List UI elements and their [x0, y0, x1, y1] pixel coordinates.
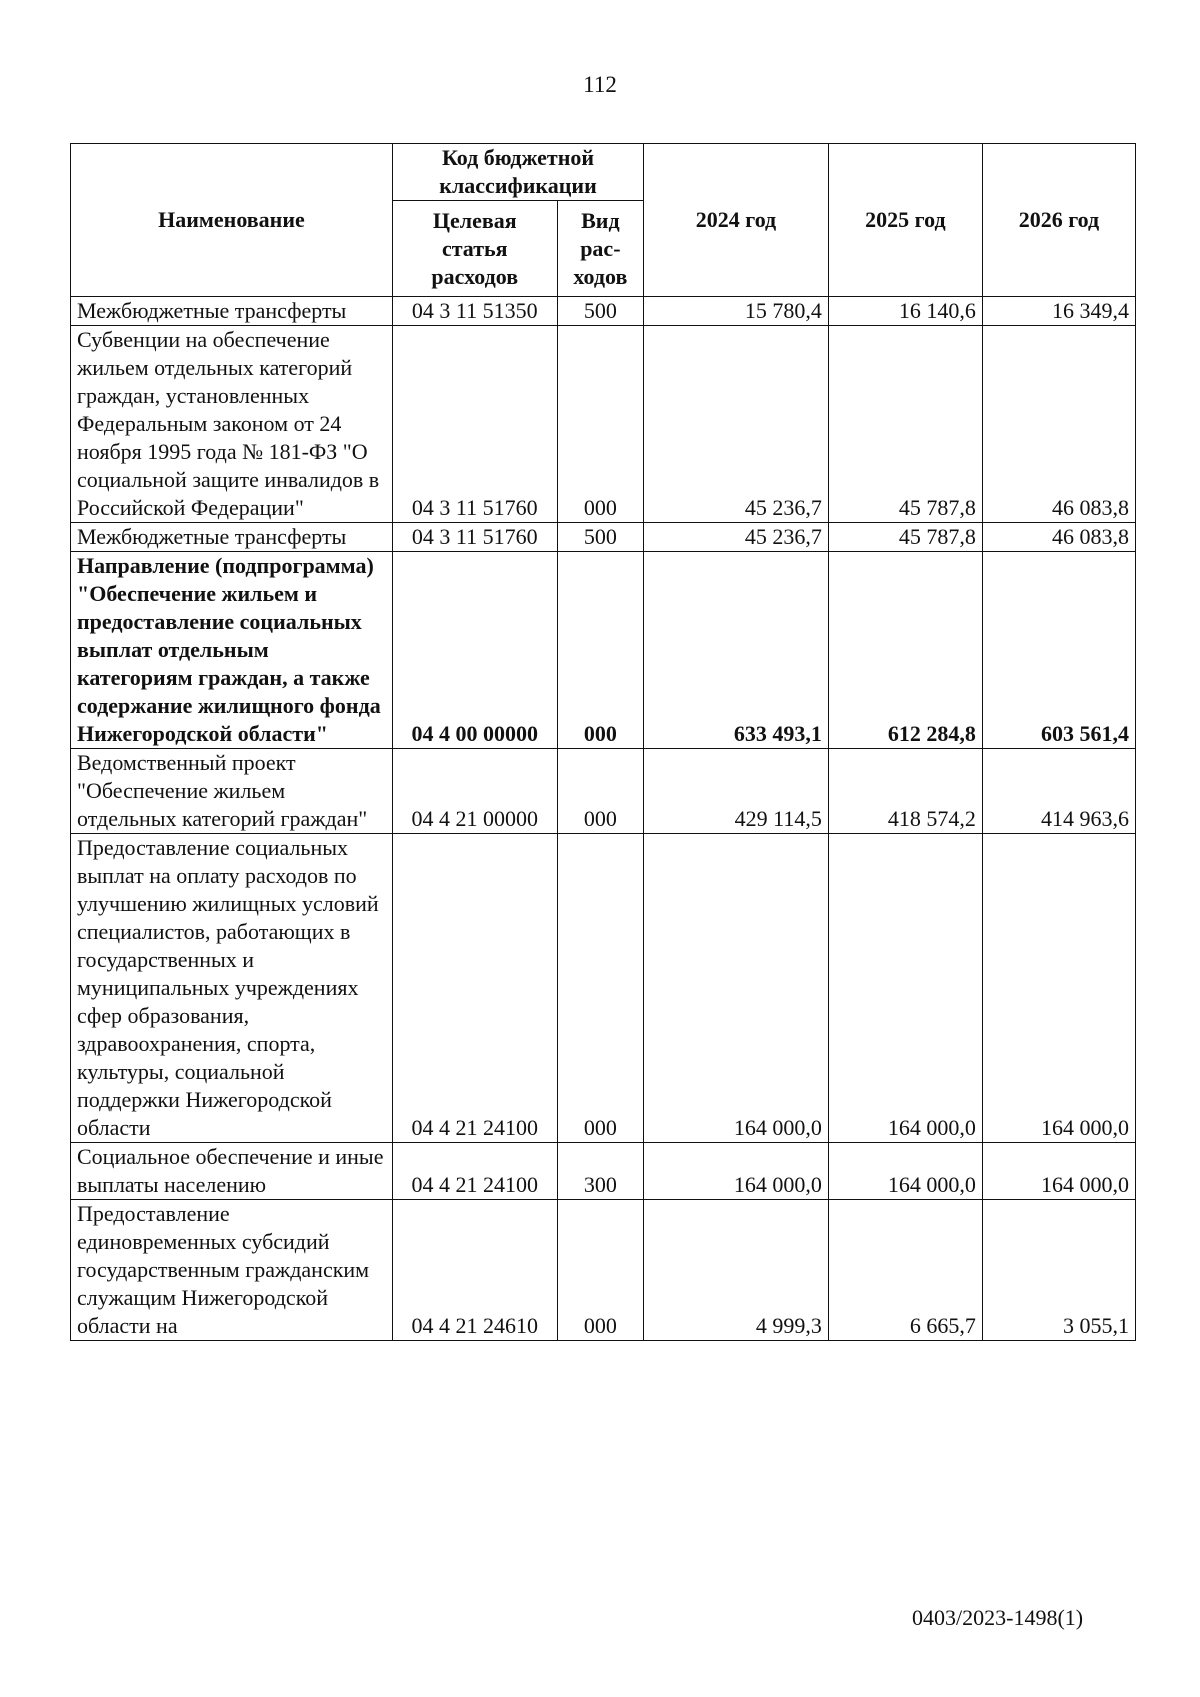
- row-name: Направление (подпрограмма) "Обеспечение жильем и предоставление социальных выплат отдельным категориям граждан, а также содержание жилищного фонда Нижегородской области": [71, 552, 393, 749]
- table-row: [71, 749, 1136, 834]
- budget-table: [70, 143, 1136, 1341]
- table-row: [71, 523, 1136, 552]
- row-2026: 164 000,0: [982, 834, 1135, 1143]
- row-name: Межбюджетные трансферты: [71, 523, 393, 552]
- row-2026: 16 349,4: [982, 297, 1135, 326]
- header-target: Целевая статья расходов: [392, 201, 557, 297]
- page-number: 112: [583, 72, 617, 97]
- row-name: Предоставление социальных выплат на оплату расходов по улучшению жилищных условий специалистов, работающих в государственных и муниципальных учреждениях сфер образования, здравоохранения, спорта, культуры, социальной поддержки Нижегородской области: [71, 834, 393, 1143]
- row-code: 04 4 21 24100: [392, 834, 557, 1143]
- row-2025: 418 574,2: [828, 749, 982, 834]
- row-2024: 633 493,1: [644, 552, 829, 749]
- row-type: 000: [557, 834, 644, 1143]
- row-code: 04 4 00 00000: [392, 552, 557, 749]
- row-2025: 45 787,8: [828, 523, 982, 552]
- table-row: [71, 1200, 1136, 1341]
- table-row: [71, 297, 1136, 326]
- row-2026: 603 561,4: [982, 552, 1135, 749]
- header-2025: 2025 год: [828, 144, 982, 297]
- row-2026: 3 055,1: [982, 1200, 1135, 1341]
- row-2024: 45 236,7: [644, 523, 829, 552]
- header-kbk: Код бюджетной классификации: [392, 144, 643, 201]
- table-header: [71, 144, 1136, 297]
- row-name: Межбюджетные трансферты: [71, 297, 393, 326]
- row-2024: 429 114,5: [644, 749, 829, 834]
- row-2024: 15 780,4: [644, 297, 829, 326]
- row-type: 500: [557, 297, 644, 326]
- row-name: Субвенции на обеспечение жильем отдельных категорий граждан, установленных Федеральным законом от 24 ноября 1995 года № 181-ФЗ "О социальной защите инвалидов в Российской Федерации": [71, 326, 393, 523]
- row-2026: 164 000,0: [982, 1143, 1135, 1200]
- row-2024: 45 236,7: [644, 326, 829, 523]
- row-type: 500: [557, 523, 644, 552]
- row-2024: 4 999,3: [644, 1200, 829, 1341]
- row-name: Ведомственный проект "Обеспечение жильем отдельных категорий граждан": [71, 749, 393, 834]
- table-row-section: [71, 552, 1136, 749]
- row-code: 04 4 21 24100: [392, 1143, 557, 1200]
- row-2026: 46 083,8: [982, 523, 1135, 552]
- row-2025: 164 000,0: [828, 1143, 982, 1200]
- row-code: 04 3 11 51760: [392, 326, 557, 523]
- row-2024: 164 000,0: [644, 834, 829, 1143]
- row-name: Предоставление единовременных субсидий государственным гражданским служащим Нижегородской области на: [71, 1200, 393, 1341]
- table-row: [71, 326, 1136, 523]
- header-name: Наименование: [71, 144, 393, 297]
- row-type: 300: [557, 1143, 644, 1200]
- row-code: 04 4 21 24610: [392, 1200, 557, 1341]
- row-2025: 45 787,8: [828, 326, 982, 523]
- row-2024: 164 000,0: [644, 1143, 829, 1200]
- row-type: 000: [557, 749, 644, 834]
- table-row: [71, 1143, 1136, 1200]
- row-2025: 164 000,0: [828, 834, 982, 1143]
- header-2024: 2024 год: [644, 144, 829, 297]
- row-2025: 16 140,6: [828, 297, 982, 326]
- row-code: 04 4 21 00000: [392, 749, 557, 834]
- table-row: [71, 834, 1136, 1143]
- row-2026: 46 083,8: [982, 326, 1135, 523]
- row-type: 000: [557, 326, 644, 523]
- row-type: 000: [557, 1200, 644, 1341]
- row-type: 000: [557, 552, 644, 749]
- row-name: Социальное обеспечение и иные выплаты населению: [71, 1143, 393, 1200]
- row-2026: 414 963,6: [982, 749, 1135, 834]
- header-type: Вид рас-ходов: [557, 201, 644, 297]
- header-2026: 2026 год: [982, 144, 1135, 297]
- document-code: 0403/2023-1498(1): [912, 1605, 1084, 1630]
- row-2025: 612 284,8: [828, 552, 982, 749]
- row-2025: 6 665,7: [828, 1200, 982, 1341]
- row-code: 04 3 11 51350: [392, 297, 557, 326]
- row-code: 04 3 11 51760: [392, 523, 557, 552]
